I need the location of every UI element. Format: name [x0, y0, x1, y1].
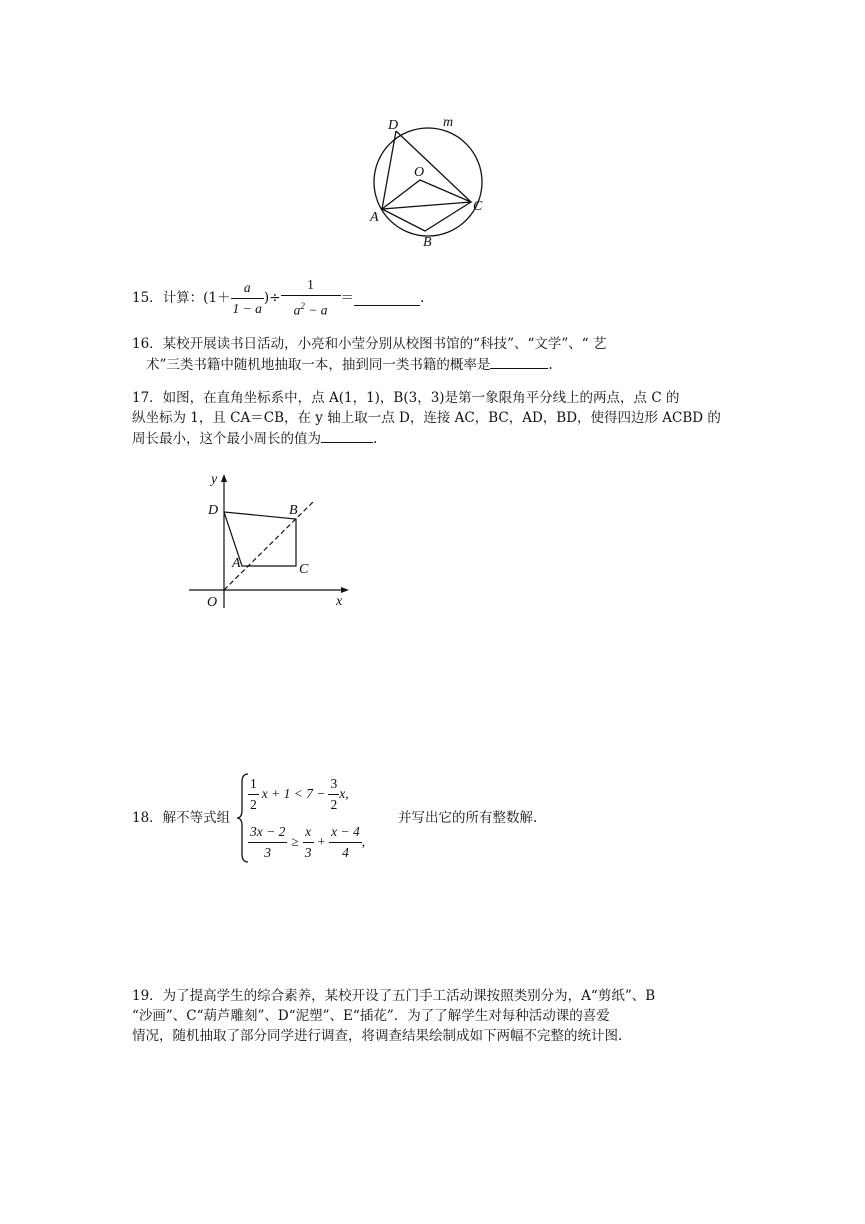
- coordinate-figure: [185, 468, 360, 616]
- label-A: A: [232, 556, 241, 571]
- q18-suffix: 并写出它的所有整数解.: [398, 810, 538, 826]
- q15-number: 15．: [132, 290, 163, 306]
- q15-fraction-1: $\frac{a}{1 - a}$: [231, 278, 264, 319]
- q17-answer-blank[interactable]: [321, 428, 373, 443]
- label-B: B: [423, 235, 432, 250]
- q16-line-1: 16．某校开展读书日活动，小亮和小莹分别从校图书馆的“科技”、“文学”、“ 艺: [132, 336, 607, 352]
- label-C: C: [299, 562, 309, 577]
- q15-prefix: 计算：(1＋: [162, 290, 231, 306]
- y-axis-arrow: [221, 474, 227, 482]
- segment-da-dc: [382, 131, 471, 209]
- x-axis-arrow: [341, 587, 349, 593]
- segment-ao-oc: [382, 180, 471, 209]
- q15-middle: )÷: [263, 290, 281, 306]
- circle-figure: [360, 108, 500, 253]
- q19-line-3: 情况，随机抽取了部分同学进行调查，将调查结果绘制成如下两幅不完整的统计图.: [132, 1028, 623, 1044]
- label-C: C: [473, 199, 483, 214]
- circle: [374, 128, 482, 236]
- label-y: y: [211, 472, 218, 487]
- q18-row-1: $\frac{1}{2}$ x + 1 < 7 − $\frac{3}{2}$ x,: [248, 774, 349, 814]
- label-D: D: [208, 503, 219, 518]
- q17-line-1: 17．如图，在直角坐标系中，点 A(1，1)，B(3，3)是第一象限角平分线上的两点，点 C 的: [132, 390, 680, 406]
- label-O: O: [207, 595, 218, 610]
- label-B: B: [289, 503, 298, 518]
- q18-row-2: $\frac{3x - 2}{3}$ ≥ $\frac{x}{3}$ + $\frac{x - 4}{4}$ ,: [248, 822, 365, 862]
- label-m: m: [443, 115, 454, 130]
- q17-line-2: 纵坐标为 1，且 CA＝CB，在 y 轴上取一点 D，连接 AC，BC，AD，BD，使得四边形 ACBD 的: [132, 410, 721, 426]
- q16-line-2: 术”三类书籍中随机地抽取一本，抽到同一类书籍的概率是 .: [146, 354, 553, 375]
- q15-fraction-2: $\frac{1}{a^2 - a}$: [281, 275, 341, 321]
- q16-answer-blank[interactable]: [490, 354, 548, 369]
- q15-answer-blank[interactable]: [354, 291, 420, 306]
- label-O: O: [414, 165, 425, 180]
- label-x: x: [336, 594, 343, 609]
- q15-period: .: [420, 290, 425, 306]
- q15-equals: ＝: [340, 290, 355, 306]
- label-A: A: [370, 210, 379, 225]
- q19-line-1: 19．为了提高学生的综合素养，某校开设了五门手工活动课按照类别分为，A“剪纸”、B: [132, 988, 656, 1004]
- label-D: D: [388, 118, 399, 133]
- q17-line-3: 周长最小，这个最小周长的值为 .: [132, 428, 377, 449]
- question-15: [132, 276, 424, 320]
- q18-number: 18．解不等式组: [132, 810, 231, 826]
- q19-line-2: “沙画”、C“葫芦雕刻”、D“泥塑”、E“插花”．为了了解学生对每种活动课的喜爱: [132, 1008, 610, 1024]
